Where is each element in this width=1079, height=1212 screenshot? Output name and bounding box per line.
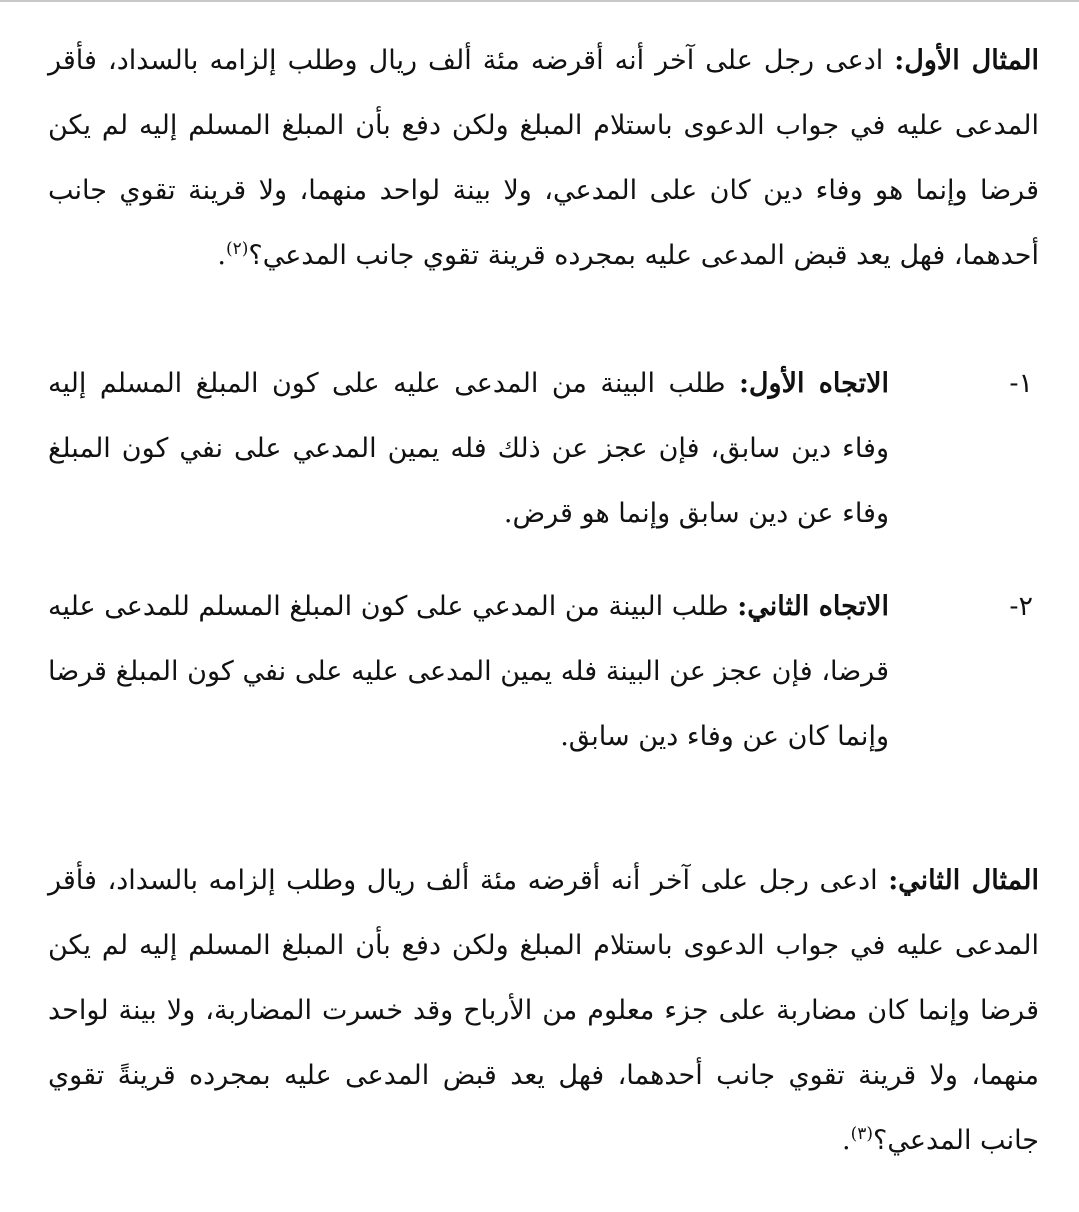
list-item-number: ١- xyxy=(1009,368,1033,399)
example-1-label: المثال الأول: xyxy=(894,45,1039,76)
example-2-text: ادعى رجل على آخر أنه أقرضه مئة ألف ريال وطلب إلزامه بالسداد، فأقر المدعى عليه في جواب الدعوى باستلام المبلغ ولكن دفع بأن المبلغ المسلم إليه لم يكن قرضا وإنما كان مضاربة على جزء معلوم من الأرباح وقد خسرت المضاربة، ولا بينة لواحد منهما، ولا قرينة تقوي جانب أحدهما، فهل يعد قبض المدعى عليه بمجرده قرينةً تقوي جانب المدعي؟ xyxy=(48,865,1039,1156)
list-item-body xyxy=(48,574,889,769)
example-2-paragraph xyxy=(48,848,1039,1173)
list-item-number: ٢- xyxy=(1009,591,1033,622)
example-1-paragraph xyxy=(48,28,1039,288)
list-item xyxy=(48,574,1039,769)
footnote-ref-2[interactable]: (٢) xyxy=(225,239,249,259)
example-1-text: ادعى رجل على آخر أنه أقرضه مئة ألف ريال وطلب إلزامه بالسداد، فأقر المدعى عليه في جواب الدعوى باستلام المبلغ ولكن دفع بأن المبلغ المسلم إليه لم يكن قرضا وإنما هو وفاء دين كان على المدعي، ولا بينة لواحد منهما، ولا قرينة تقوي جانب أحدهما، فهل يعد قبض المدعى عليه بمجرده قرينة تقوي جانب المدعي؟ xyxy=(48,45,1039,271)
list-item-body xyxy=(48,351,889,546)
footnote-ref-3[interactable]: (٣) xyxy=(850,1124,874,1144)
example-2-label: المثال الثاني: xyxy=(888,865,1039,896)
list-item xyxy=(48,351,1039,546)
list-item-text: طلب البينة من المدعي على كون المبلغ المسلم للمدعى عليه قرضا، فإن عجز عن البينة فله يمين المدعى عليه على نفي كون المبلغ قرضا وإنما كان عن وفاء دين سابق. xyxy=(48,591,889,752)
list-item-label: الاتجاه الأول: xyxy=(738,368,889,399)
example-2-end: . xyxy=(842,1125,851,1156)
list-item-label: الاتجاه الثاني: xyxy=(737,591,889,622)
example-1-end: . xyxy=(217,240,226,271)
list-item-text: طلب البينة من المدعى عليه على كون المبلغ المسلم إليه وفاء دين سابق، فإن عجز عن ذلك فله يمين المدعي على نفي كون المبلغ وفاء عن دين سابق وإنما هو قرض. xyxy=(48,368,889,529)
